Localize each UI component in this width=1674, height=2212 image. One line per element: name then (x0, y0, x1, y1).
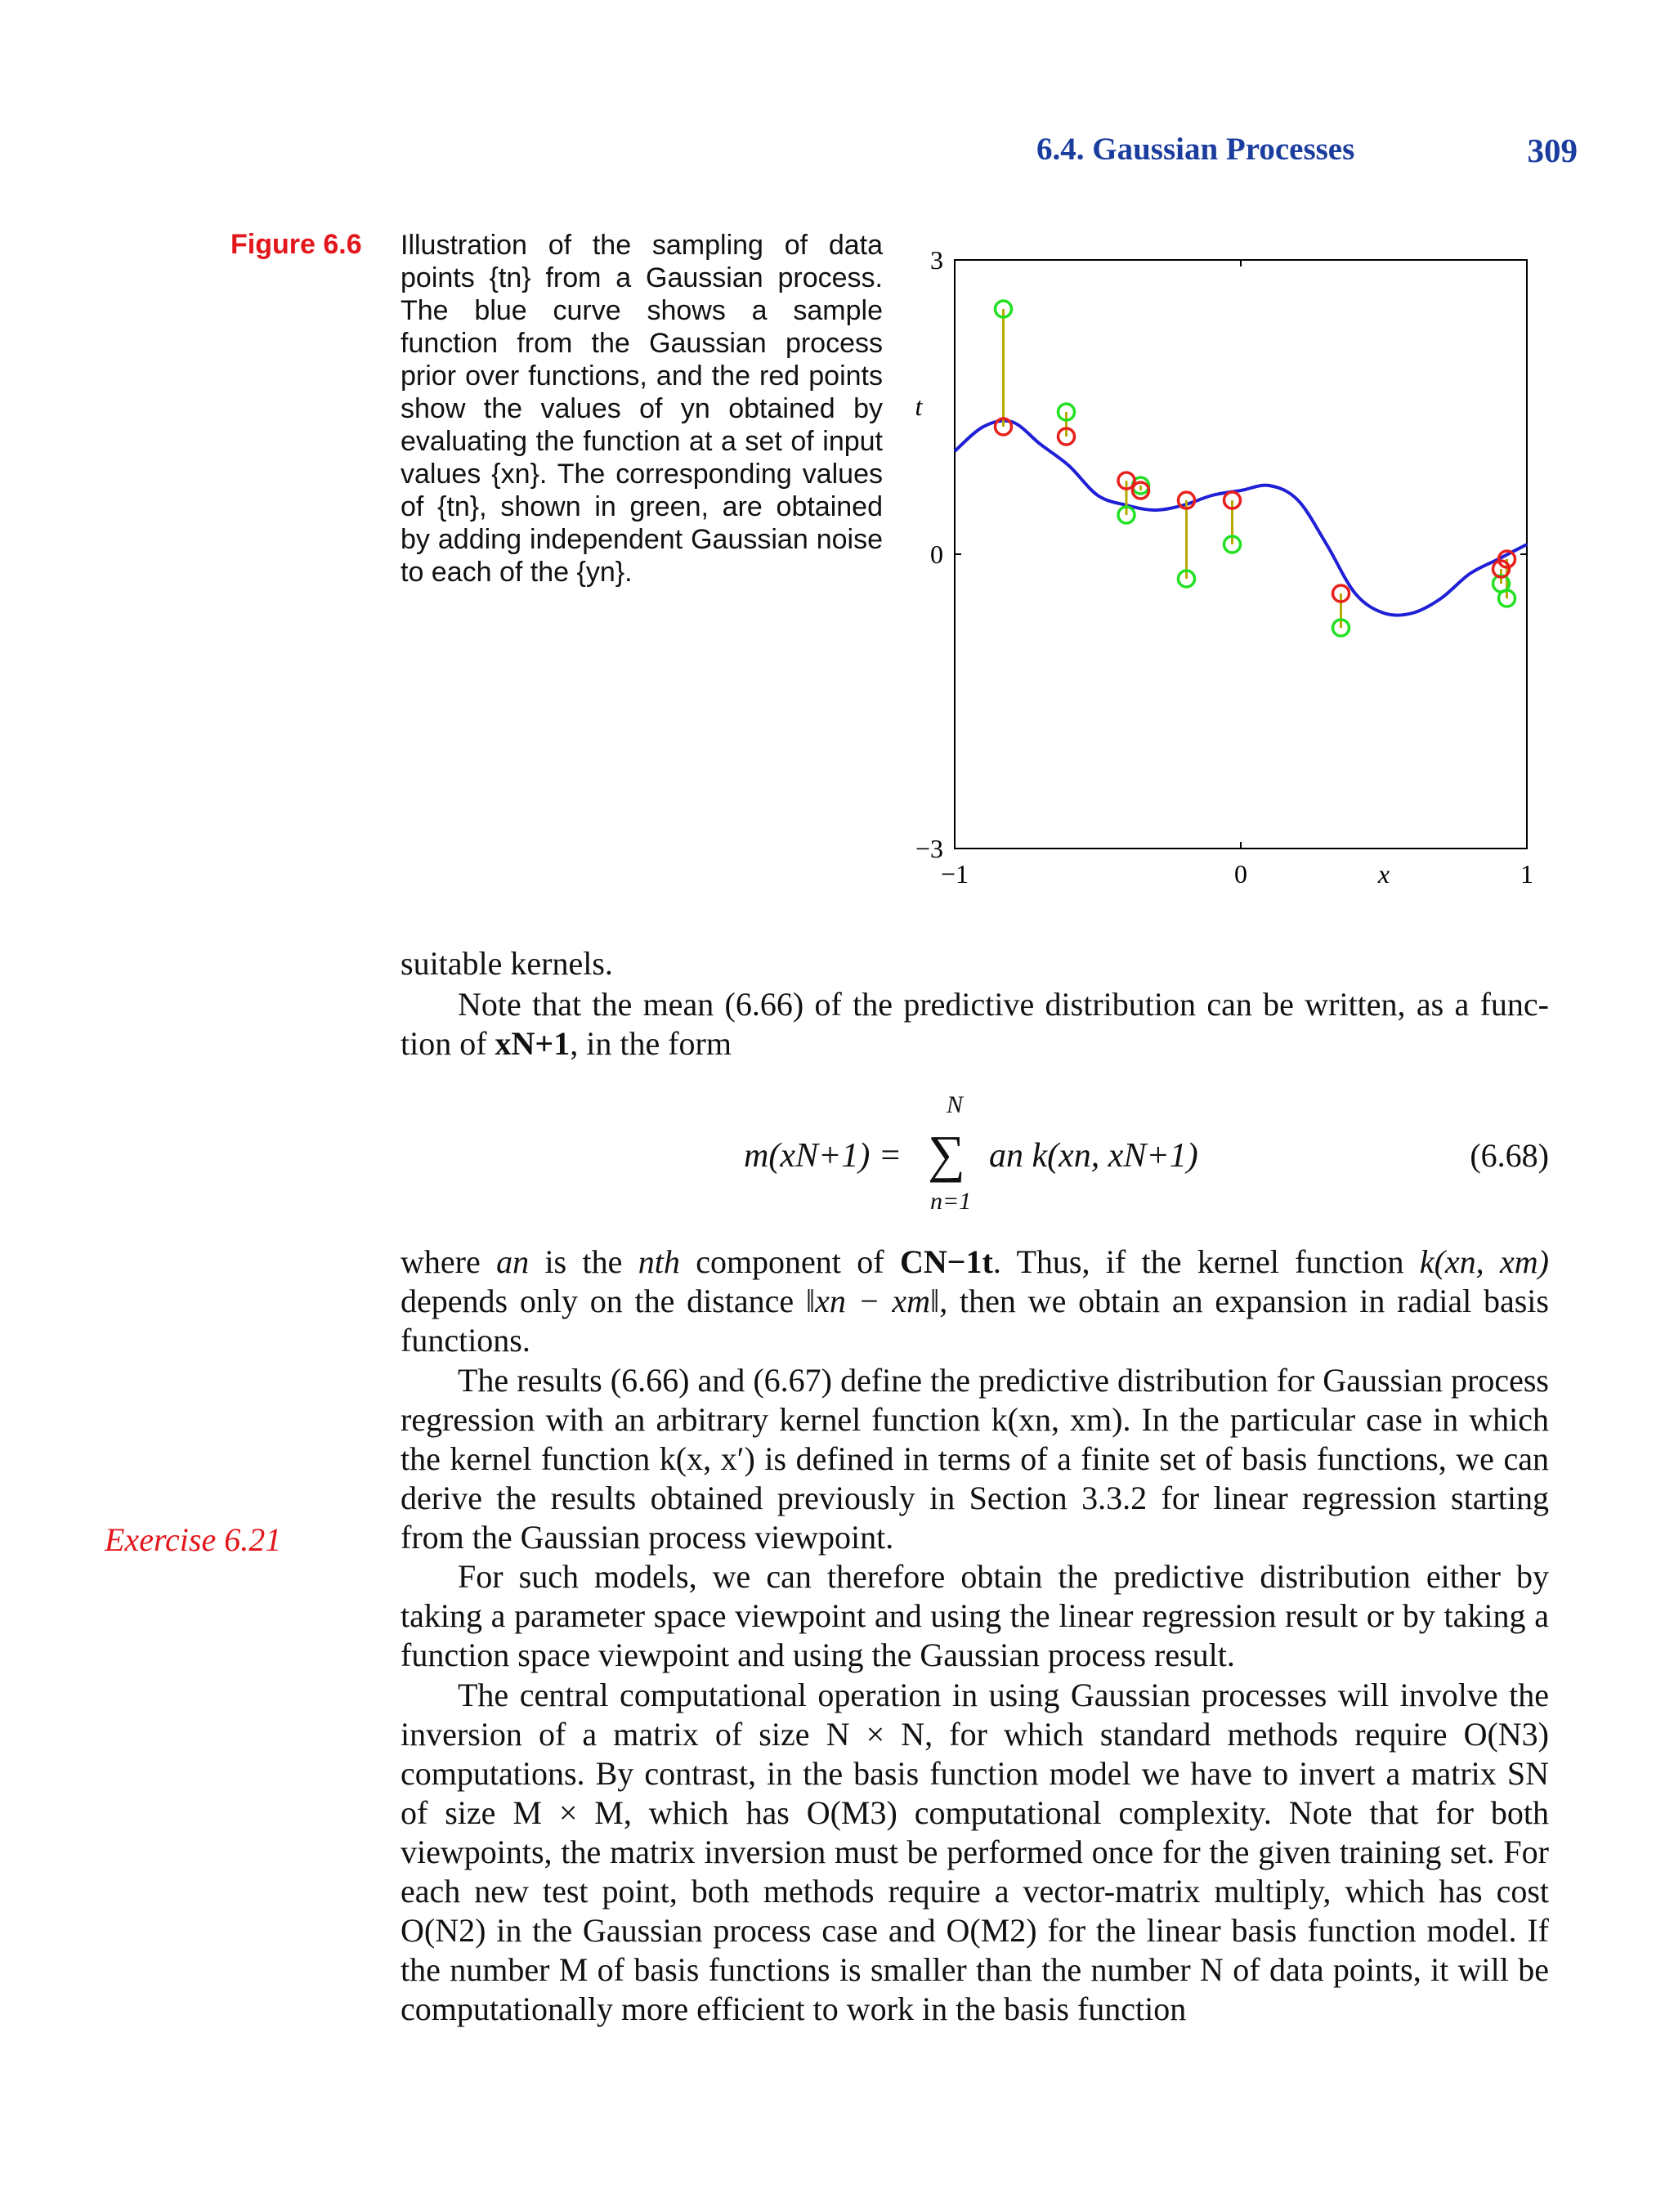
equation-sum-top: N (947, 1091, 964, 1118)
x-tick-label-1: 0 (1234, 859, 1247, 883)
y-tick-label-1: 0 (930, 540, 943, 569)
page-number: 309 (1527, 132, 1578, 169)
equation-sum-bottom: n=1 (930, 1188, 972, 1215)
plot-frame (955, 260, 1527, 849)
x-tick-label-0: −1 (940, 859, 969, 883)
y-tick-label-0: 3 (930, 245, 943, 275)
paragraph-4: The results (6.66) and (6.67) define the predictive distribution for Gaussian process regression with an arbitrary kernel function k(xn, xm). In the particular case in which the kernel function k(x, x′) is defined in terms of a finite set of basis functions, we can derive the results obtained previously in Section 3.3.2 for linear regression starting from the Gaussian process viewpoint. (401, 1362, 1549, 1556)
equation-6-68 (744, 1091, 1251, 1222)
paragraph-5: For such models, we can therefore obtain the predictive distribution either by taking a parameter space viewpoint and using the linear regression result or by taking a function space viewpoint and using the Gaussian process result. (401, 1558, 1549, 1673)
math-kernel: k(xn, xm) (1419, 1243, 1549, 1280)
y-tick-label-2: −3 (915, 834, 943, 863)
section-title: 6.4. Gaussian Processes (1036, 132, 1355, 167)
paragraph-3-text-c: component of (679, 1243, 900, 1280)
exercise-reference[interactable]: Exercise 6.21 (105, 1521, 282, 1558)
gaussian-process-chart (883, 237, 1553, 883)
equation-rhs: an k(xn, xN+1) (989, 1137, 1198, 1175)
paragraph-3-text-d: . Thus, if the kernel function (992, 1243, 1420, 1280)
math-x-n-plus-1: xN+1 (495, 1025, 571, 1062)
math-c-inverse-t: CN−1t (899, 1243, 993, 1280)
equation-sum-symbol: ∑ (928, 1125, 965, 1183)
math-n-th: nth (638, 1243, 680, 1280)
paragraph-2-text-a: Note that the mean (6.66) of the predictive distribution can be written, as a func-tion of (401, 986, 1549, 1062)
figure-label: Figure 6.6 (231, 229, 362, 260)
sample-function-curve (955, 421, 1527, 616)
paragraph-3-text-f: , then we obtain an expansion in radial basis functions. (401, 1283, 1549, 1359)
paragraph-3-text-b: is the (529, 1243, 638, 1280)
figure-caption: Illustration of the sampling of data points {tn} from a Gaussian process. The blue curve shows a sample function from the Gaussian process prior over functions, and the red points show the values of yn obtained by evaluating the function at a set of input values {xn}. The corresponding values of {tn}, shown in green, are obtained by adding independent Gaussian noise to each of the {yn}. (401, 230, 883, 588)
paragraph-3 (401, 1243, 1549, 1360)
y-axis-label: t (915, 392, 923, 421)
paragraph-3-text-a: where (401, 1243, 497, 1280)
math-a-n: an (496, 1243, 530, 1280)
paragraph-2-text-b: , in the form (570, 1025, 732, 1062)
paragraph-1: suitable kernels. (401, 945, 613, 982)
equation-lhs: m(xN+1) = (744, 1137, 902, 1175)
math-distance: ‖xn − xm‖ (805, 1283, 940, 1319)
x-axis-label: x (1377, 859, 1390, 883)
paragraph-3-text-e: depends only on the distance (401, 1283, 806, 1319)
equation-number: (6.68) (1470, 1137, 1549, 1174)
paragraph-6: The central computational operation in using Gaussian processes will involve the inversion of a matrix of size N × N, for which standard methods require O(N3) computations. By contrast, in the basis function model we have to invert a matrix SN of size M × M, which has O(M3) computational complexity. Note that for both viewpoints, the matrix inversion must be performed once for the given training set. For each new test point, both methods require a vector-matrix multiply, which has cost O(N2) in the Gaussian process case and O(M2) for the linear basis function model. If the number M of basis functions is smaller than the number N of data points, it will be computationally more efficient to work in the basis function (401, 1677, 1549, 2027)
x-tick-label-2: 1 (1520, 859, 1533, 883)
paragraph-2 (401, 985, 1549, 1063)
